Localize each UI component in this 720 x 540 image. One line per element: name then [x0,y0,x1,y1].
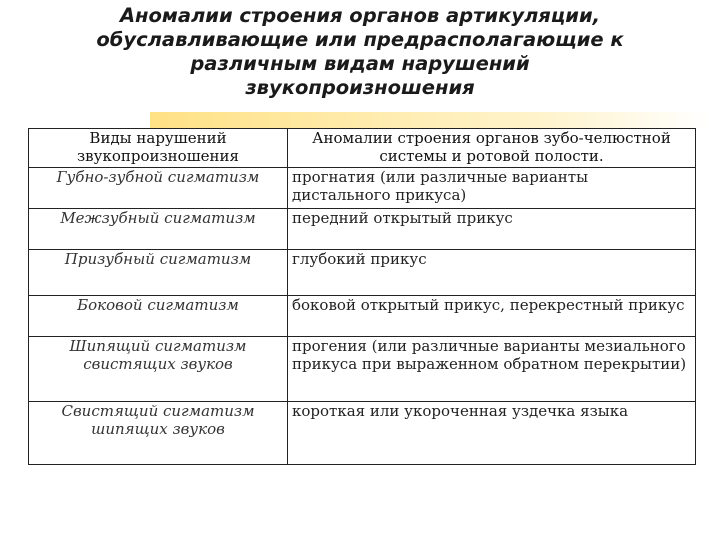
header-disorder-types: Виды нарушений звукопроизношения [29,129,288,168]
anomalies-table [28,128,696,465]
disorder-type-cell: Свистящий сигматизм шипящих звуков [29,402,288,465]
anomaly-cell: прогнатия (или различные варианты дистального прикуса) [288,168,696,209]
table-row [29,250,696,296]
disorder-type-cell: Призубный сигматизм [29,250,288,296]
anomaly-cell: глубокий прикус [288,250,696,296]
table-row [29,296,696,337]
title-line-1: Аномалии строения органов артикуляции, [119,4,601,27]
anomaly-cell: прогения (или различные варианты мезиального прикуса при выраженном обратном перекрытии) [288,337,696,402]
disorder-type-cell: Шипящий сигматизм свистящих звуков [29,337,288,402]
title-line-3: различным видам нарушений [190,52,530,75]
table-header-row [29,129,696,168]
disorder-type-cell: Межзубный сигматизм [29,209,288,250]
title-highlight-bar [150,112,710,128]
title-line-2: обуславливающие или предрасполагающие к [96,28,624,51]
anomaly-cell: передний открытый прикус [288,209,696,250]
table-row [29,337,696,402]
table-row [29,168,696,209]
header-anomalies: Аномалии строения органов зубо-челюстной системы и ротовой полости. [288,129,696,168]
table-row [29,402,696,465]
title-line-4: звукопроизношения [245,76,475,99]
disorder-type-cell: Боковой сигматизм [29,296,288,337]
disorder-type-cell: Губно-зубной сигматизм [29,168,288,209]
table-row [29,209,696,250]
slide-title [0,4,720,100]
anomaly-cell: короткая или укороченная уздечка языка [288,402,696,465]
anomaly-cell: боковой открытый прикус, перекрестный прикус [288,296,696,337]
